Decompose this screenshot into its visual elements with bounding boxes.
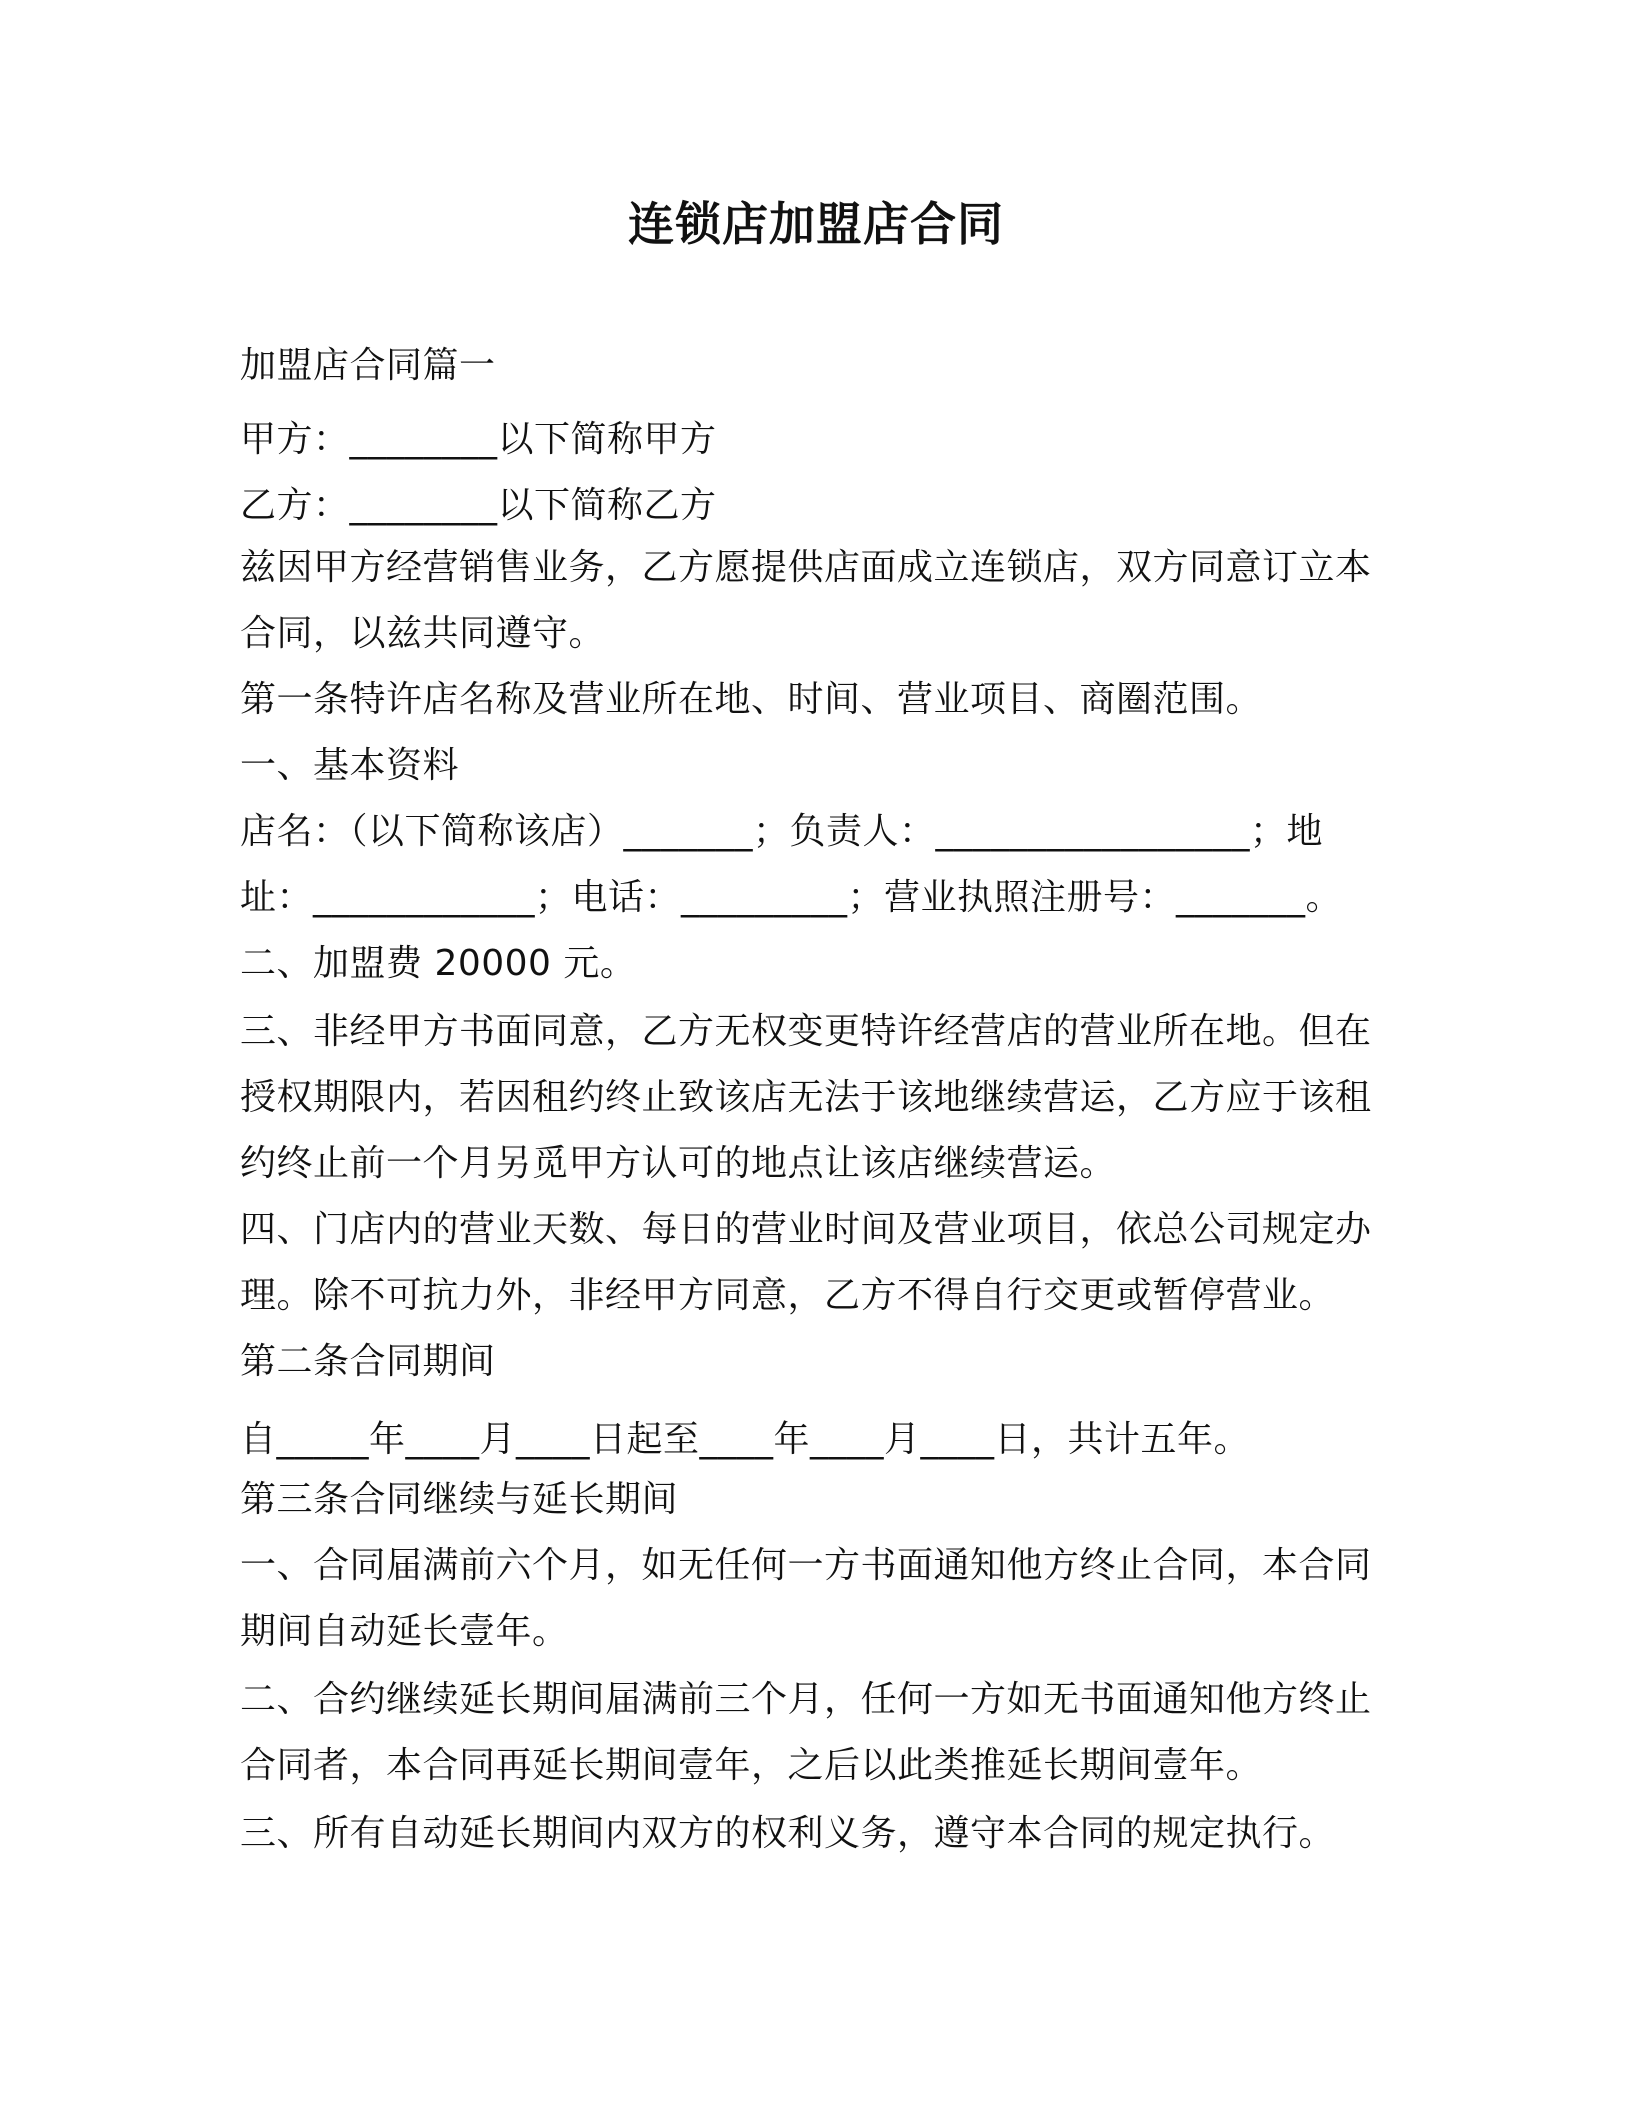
- subsection-heading: 一、基本资料: [240, 745, 460, 786]
- paragraph-line: 一、合同届满前六个月，如无任何一方书面通知他方终止合同，本合同: [240, 1545, 1372, 1586]
- paragraph-line: 授权期限内，若因租约终止致该店无法于该地继续营运，乙方应于该租: [240, 1077, 1372, 1118]
- paragraph-line: 二、加盟费 20000 元。: [240, 943, 637, 984]
- paragraph-line: 合同，以兹共同遵守。: [240, 613, 606, 654]
- paragraph-line: 店名：（以下简称该店）_______；负责人：_________________；地: [240, 811, 1324, 852]
- section-heading: 加盟店合同篇一: [240, 345, 496, 386]
- paragraph-line: 三、非经甲方书面同意，乙方无权变更特许经营店的营业所在地。但在: [240, 1011, 1372, 1052]
- paragraph-line: 兹因甲方经营销售业务，乙方愿提供店面成立连锁店，双方同意订立本: [240, 547, 1372, 588]
- paragraph-line: 三、所有自动延长期间内双方的权利义务，遵守本合同的规定执行。: [240, 1813, 1336, 1854]
- party-b-line: 乙方：________以下简称乙方: [240, 485, 717, 526]
- paragraph-line: 合同者，本合同再延长期间壹年，之后以此类推延长期间壹年。: [240, 1745, 1263, 1786]
- paragraph-line: 约终止前一个月另觅甲方认可的地点让该店继续营运。: [240, 1143, 1117, 1184]
- party-a-line: 甲方：________以下简称甲方: [240, 419, 717, 460]
- document-title: 连锁店加盟店合同: [628, 197, 1004, 251]
- paragraph-line: 二、合约继续延长期间届满前三个月，任何一方如无书面通知他方终止: [240, 1679, 1372, 1720]
- paragraph-line: 自_____年____月____日起至____年____月____日，共计五年。: [240, 1419, 1251, 1460]
- paragraph-line: 四、门店内的营业天数、每日的营业时间及营业项目，依总公司规定办: [240, 1209, 1372, 1250]
- paragraph-line: 期间自动延长壹年。: [240, 1611, 569, 1652]
- article-heading: 第三条合同继续与延长期间: [240, 1479, 679, 1520]
- paragraph-line: 理。除不可抗力外，非经甲方同意，乙方不得自行交更或暂停营业。: [240, 1275, 1336, 1316]
- article-heading: 第二条合同期间: [240, 1341, 496, 1382]
- paragraph-line: 址：____________；电话：_________；营业执照注册号：_______。: [240, 877, 1343, 918]
- article-heading: 第一条特许店名称及营业所在地、时间、营业项目、商圈范围。: [240, 679, 1263, 720]
